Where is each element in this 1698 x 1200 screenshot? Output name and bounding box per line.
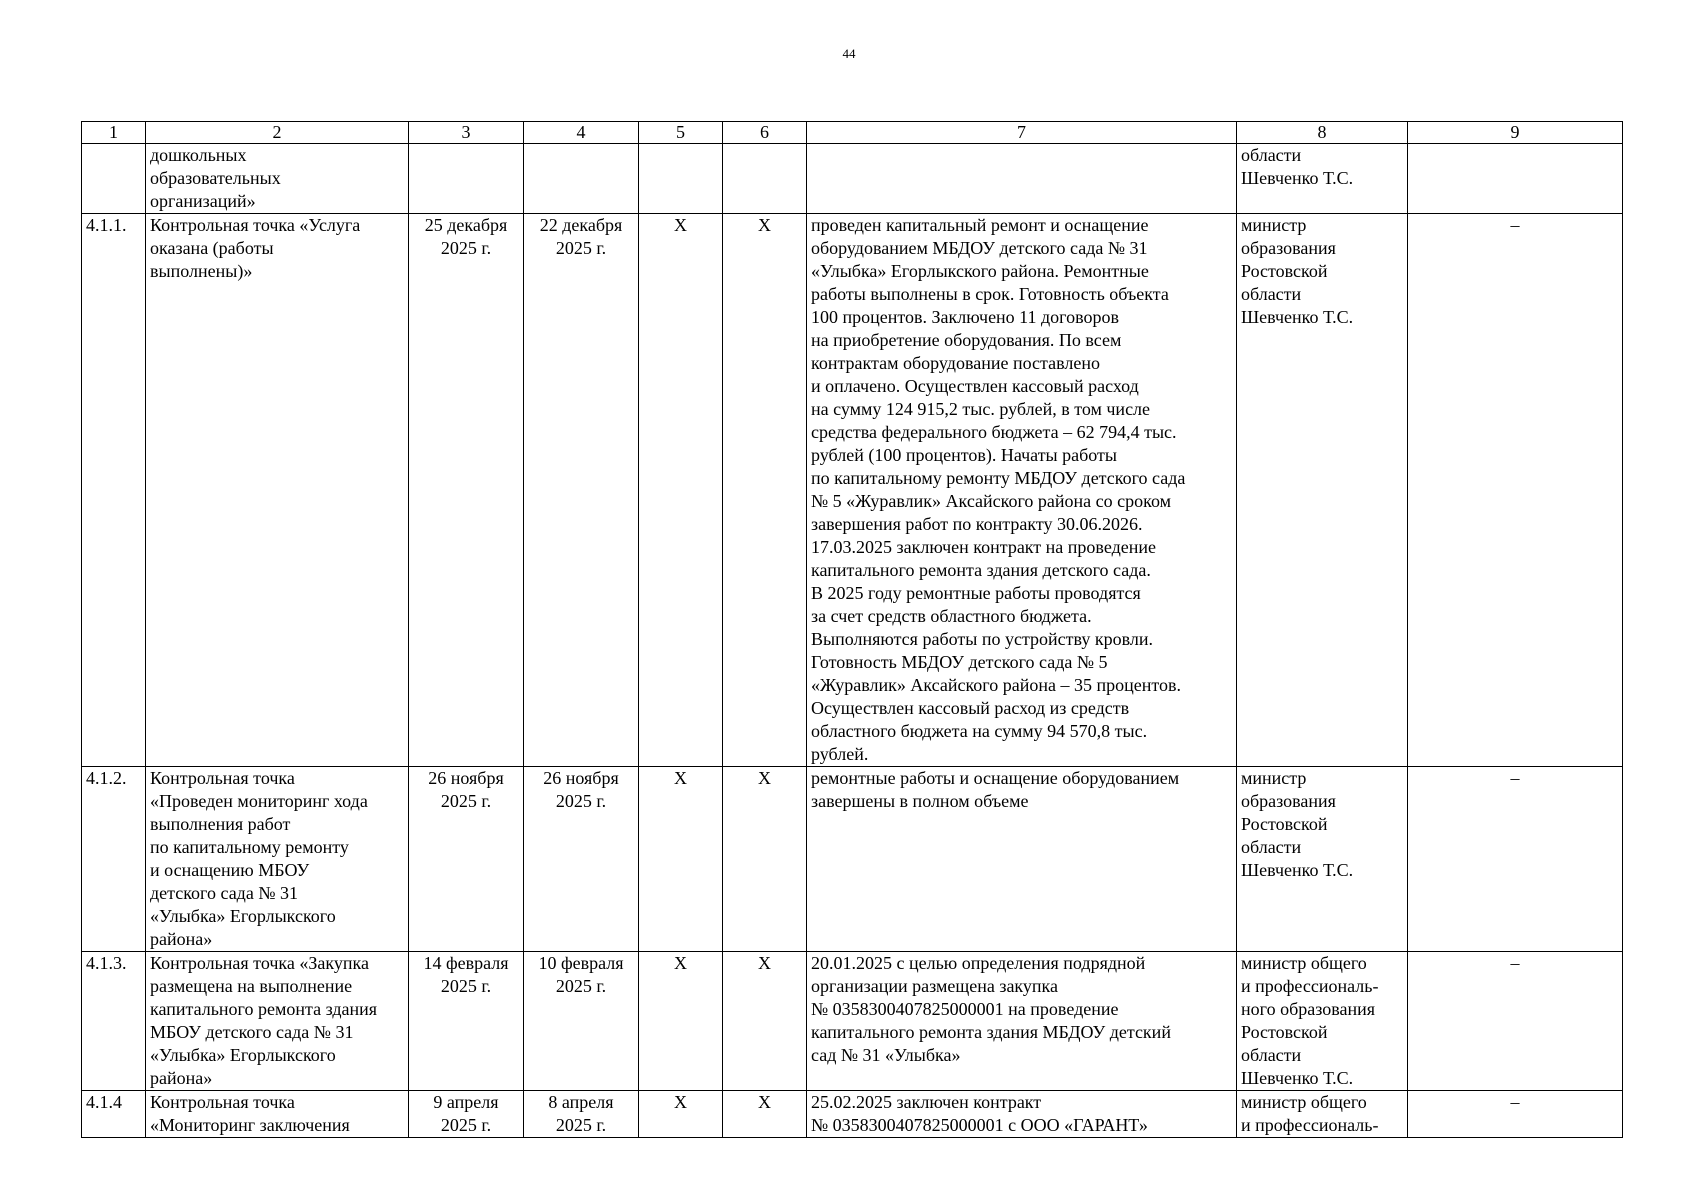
column-header-4: 4 bbox=[524, 122, 639, 144]
note-cell: – bbox=[1408, 214, 1623, 767]
table-row bbox=[82, 214, 1623, 767]
planned-date: 25 декабря 2025 г. bbox=[409, 214, 524, 767]
note-cell: – bbox=[1408, 767, 1623, 952]
column-5-cell bbox=[639, 144, 723, 214]
column-header-7: 7 bbox=[807, 122, 1237, 144]
row-number: 4.1.4 bbox=[82, 1091, 146, 1138]
table-row bbox=[82, 767, 1623, 952]
control-point-name: дошкольных образовательных организаций» bbox=[146, 144, 409, 214]
report-table bbox=[81, 121, 1623, 1138]
control-point-name: Контрольная точка «Мониторинг заключения bbox=[146, 1091, 409, 1138]
result-text bbox=[807, 144, 1237, 214]
control-point-name: Контрольная точка «Услуга оказана (работы выполнены)» bbox=[146, 214, 409, 767]
page-number: 44 bbox=[842, 46, 856, 61]
responsible-person: министр образования Ростовской области Шевченко Т.С. bbox=[1237, 214, 1408, 767]
column-6-cell: X bbox=[723, 1091, 807, 1138]
column-5-cell: X bbox=[639, 1091, 723, 1138]
column-header-6: 6 bbox=[723, 122, 807, 144]
planned-date: 26 ноября 2025 г. bbox=[409, 767, 524, 952]
column-5-cell: X bbox=[639, 767, 723, 952]
column-header-9: 9 bbox=[1408, 122, 1623, 144]
responsible-person: области Шевченко Т.С. bbox=[1237, 144, 1408, 214]
actual-date: 26 ноября 2025 г. bbox=[524, 767, 639, 952]
row-number bbox=[82, 144, 146, 214]
column-header-1: 1 bbox=[82, 122, 146, 144]
result-text: 25.02.2025 заключен контракт № 0358300407825000001 с ООО «ГАРАНТ» bbox=[807, 1091, 1237, 1138]
column-5-cell: X bbox=[639, 214, 723, 767]
planned-date: 14 февраля 2025 г. bbox=[409, 952, 524, 1091]
actual-date: 8 апреля 2025 г. bbox=[524, 1091, 639, 1138]
result-text: 20.01.2025 с целью определения подрядной организации размещена закупка № 0358300407825000001 на проведение капитального ремонта здания МБДОУ детский сад № 31 «Улыбка» bbox=[807, 952, 1237, 1091]
row-number: 4.1.3. bbox=[82, 952, 146, 1091]
row-number: 4.1.2. bbox=[82, 767, 146, 952]
planned-date: 9 апреля 2025 г. bbox=[409, 1091, 524, 1138]
control-point-name: Контрольная точка «Проведен мониторинг хода выполнения работ по капитальному ремонту и оснащению МБОУ детского сада № 31 «Улыбка» Егорлыкского района» bbox=[146, 767, 409, 952]
table-row bbox=[82, 1091, 1623, 1138]
column-6-cell: X bbox=[723, 214, 807, 767]
actual-date: 22 декабря 2025 г. bbox=[524, 214, 639, 767]
actual-date bbox=[524, 144, 639, 214]
column-6-cell: X bbox=[723, 952, 807, 1091]
column-5-cell: X bbox=[639, 952, 723, 1091]
planned-date bbox=[409, 144, 524, 214]
column-header-5: 5 bbox=[639, 122, 723, 144]
column-6-cell: X bbox=[723, 767, 807, 952]
header-row bbox=[82, 122, 1623, 144]
table-row bbox=[82, 144, 1623, 214]
note-cell: – bbox=[1408, 952, 1623, 1091]
result-text: ремонтные работы и оснащение оборудованием завершены в полном объеме bbox=[807, 767, 1237, 952]
responsible-person: министр общего и профессиональ- bbox=[1237, 1091, 1408, 1138]
row-number: 4.1.1. bbox=[82, 214, 146, 767]
table-row bbox=[82, 952, 1623, 1091]
column-header-2: 2 bbox=[146, 122, 409, 144]
column-6-cell bbox=[723, 144, 807, 214]
control-point-name: Контрольная точка «Закупка размещена на выполнение капитального ремонта здания МБОУ детского сада № 31 «Улыбка» Егорлыкского района» bbox=[146, 952, 409, 1091]
responsible-person: министр образования Ростовской области Шевченко Т.С. bbox=[1237, 767, 1408, 952]
actual-date: 10 февраля 2025 г. bbox=[524, 952, 639, 1091]
result-text: проведен капитальный ремонт и оснащение оборудованием МБДОУ детского сада № 31 «Улыбка» Егорлыкского района. Ремонтные работы выполнены в срок. Готовность объекта 100 процентов. Заключено 11 договоров на приобретение оборудования. По всем контрактам оборудование поставлено и оплачено. Осуществлен кассовый расход на сумму 124 915,2 тыс. рублей, в том числе средства федерального бюджета – 62 794,4 тыс. рублей (100 процентов). Начаты работы по капитальному ремонту МБДОУ детского сада № 5 «Журавлик» Аксайского района со сроком завершения работ по контракту 30.06.2026. 17.03.2025 заключен контракт на проведение капитального ремонта здания детского сада. В 2025 году ремонтные работы проводятся за счет средств областного бюджета. Выполняются работы по устройству кровли. Готовность МБДОУ детского сада № 5 «Журавлик» Аксайского района – 35 процентов. Осуществлен кассовый расход из средств областного бюджета на сумму 94 570,8 тыс. рублей. bbox=[807, 214, 1237, 767]
note-cell: – bbox=[1408, 1091, 1623, 1138]
column-header-3: 3 bbox=[409, 122, 524, 144]
note-cell bbox=[1408, 144, 1623, 214]
responsible-person: министр общего и профессиональ- ного образования Ростовской области Шевченко Т.С. bbox=[1237, 952, 1408, 1091]
column-header-8: 8 bbox=[1237, 122, 1408, 144]
